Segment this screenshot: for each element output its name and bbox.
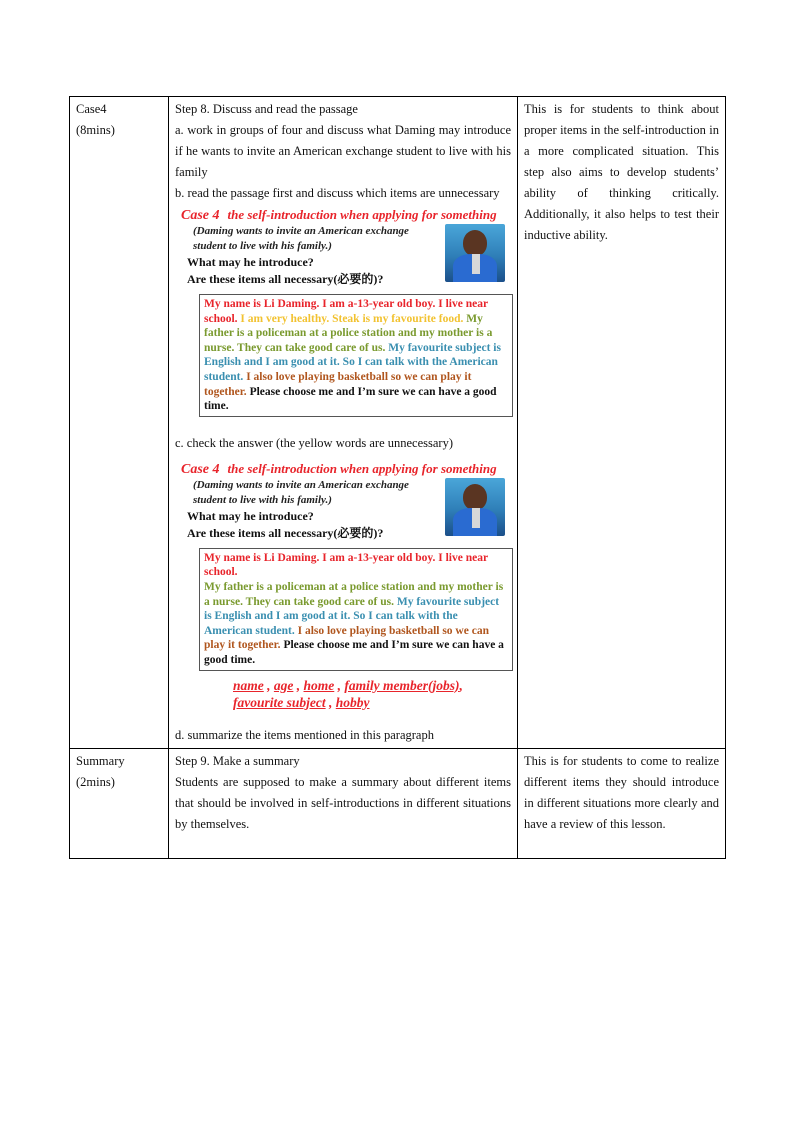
stage-label: Case4 [76, 102, 107, 116]
slide-question: What may he introduce? [187, 255, 314, 269]
step-title: Step 8. Discuss and read the passage [175, 102, 358, 116]
passage-box: My name is Li Daming. I am a-13-year old boy. I live near school. My father is a policeman at a police station and my mother is a nurse. They can take good care of us. My favourite subject is English and I am good at it. So I can talk with the American student. I also love playing basketball so we can play it together. Please choose me and I’m sure we can have a good time. [199, 548, 513, 671]
procedure-cell [169, 748, 518, 858]
step-b: b. read the passage first and discuss which items are unnecessary [175, 186, 500, 200]
stage-time: (2mins) [76, 774, 115, 789]
slide-subtitle: (Daming wants to invite an American exchange student to live with his family.) [193, 225, 409, 252]
stage-time: (8mins) [76, 123, 115, 137]
step-c: c. check the answer (the yellow words are unnecessary) [175, 435, 454, 450]
items-answer: name , age , home , family member(jobs), favourite subject , hobby [233, 677, 463, 710]
boy-photo-icon [445, 224, 505, 282]
boy-photo-icon [445, 478, 505, 536]
purpose-cell: This is for students to come to realize different items they should introduce in different situations more clearly and have a review of this lesson. [518, 748, 726, 858]
slide-question: Are these items all necessary(必要的)? [187, 525, 384, 540]
slide-question: Are these items all necessary(必要的)? [187, 272, 384, 286]
slide-subtitle: (Daming wants to invite an American exchange student to live with his family.) [193, 478, 409, 506]
slide-title: Case 4 the self-introduction when applying for something [181, 460, 497, 477]
slide-image-2 [181, 460, 511, 711]
slide-title: Case 4 the self-introduction when applying for something [181, 207, 497, 223]
step-d: d. summarize the items mentioned in this paragraph [175, 727, 434, 742]
lesson-plan-table [69, 96, 726, 859]
table-row [70, 97, 726, 749]
slide-image-1 [181, 206, 511, 417]
procedure-cell [169, 97, 518, 749]
step-title: Step 9. Make a summary [175, 753, 300, 768]
stage-cell [70, 97, 169, 749]
stage-cell [70, 748, 169, 858]
stage-label: Summary [76, 753, 125, 768]
purpose-cell: This is for students to think about proper items in the self-introduction in a more complicated situation. This step also aims to develop students’ ability of thinking critically. Additionally, it also helps to test their inductive ability. [518, 97, 726, 749]
step-a: a. work in groups of four and discuss what Daming may introduce if he wants to invite an American exchange student to live with his family [175, 123, 511, 179]
slide-question: What may he introduce? [187, 508, 314, 523]
lesson-plan-page [69, 96, 725, 859]
passage-box: My name is Li Daming. I am a-13-year old boy. I live near school. I am very healthy. Steak is my favourite food. My father is a policeman at a police station and my mother is a nurse. They can take good care of us. My favourite subject is English and I am good at it. So I can talk with the American student. I also love playing basketball so we can play it together. Please choose me and I’m sure we can have a good time. [199, 294, 513, 417]
table-row [70, 748, 726, 858]
step-body: Students are supposed to make a summary about different items that should be involved in self-introductions in different situations by themselves. [175, 774, 511, 831]
